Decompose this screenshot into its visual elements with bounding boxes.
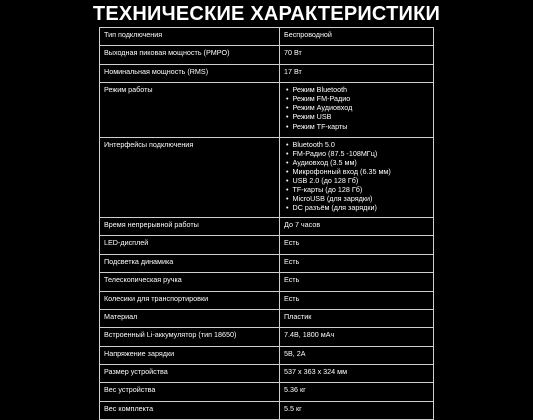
spec-value: До 7 часов [280, 217, 434, 235]
spec-value [280, 83, 434, 137]
mode-item: • Режим USB [286, 112, 429, 121]
spec-label: Вес устройства [100, 383, 280, 401]
mode-item: • Режим Bluetooth [286, 85, 429, 94]
spec-value: Беспроводной [280, 28, 434, 46]
spec-label: Вес комплекта [100, 401, 280, 419]
spec-label: Телескопическая ручка [100, 273, 280, 291]
spec-value: 70 Вт [280, 46, 434, 64]
spec-row-weight [100, 383, 434, 401]
spec-value [280, 137, 434, 217]
spec-row-interfaces [100, 137, 434, 217]
spec-row-handle [100, 273, 434, 291]
spec-label: Тип подключения [100, 28, 280, 46]
spec-label: Время непрерывной работы [100, 217, 280, 235]
spec-value: 17 Вт [280, 64, 434, 82]
spec-value: Есть [280, 254, 434, 272]
spec-label: Интерфейсы подключения [100, 137, 280, 217]
spec-value: Пластик [280, 309, 434, 327]
mode-item: • Режим FM-Радио [286, 94, 429, 103]
spec-value: 5В, 2А [280, 346, 434, 364]
spec-row-package-weight [100, 401, 434, 419]
spec-row-connection-type [100, 28, 434, 46]
spec-row-backlight [100, 254, 434, 272]
spec-row-pmpo [100, 46, 434, 64]
interface-item: • Аудиовход (3.5 мм) [286, 158, 429, 167]
spec-label: Режим работы [100, 83, 280, 137]
spec-value: 5.5 кг [280, 401, 434, 419]
interface-item: • USB 2.0 (до 128 Гб) [286, 176, 429, 185]
spec-row-charge-voltage [100, 346, 434, 364]
spec-label: Колесики для транспортировки [100, 291, 280, 309]
interface-item: • TF-карты (до 128 Гб) [286, 185, 429, 194]
spec-label: Размер устройства [100, 365, 280, 383]
spec-row-modes [100, 83, 434, 137]
spec-label: Выходная пиковая мощность (PMPO) [100, 46, 280, 64]
interface-item: • FM-Радио (87.5 -108МГц) [286, 149, 429, 158]
interface-item: • DC разъём (для зарядки) [286, 203, 429, 212]
spec-label: Напряжение зарядки [100, 346, 280, 364]
mode-item: • Режим Аудиовход [286, 103, 429, 112]
spec-label: Встроенный Li-аккумулятор (тип 18650) [100, 328, 280, 346]
spec-row-wheels [100, 291, 434, 309]
spec-label: Материал [100, 309, 280, 327]
spec-value: Есть [280, 291, 434, 309]
spec-row-rms [100, 64, 434, 82]
spec-row-play-time [100, 217, 434, 235]
spec-label: Номинальная мощность (RMS) [100, 64, 280, 82]
spec-row-material [100, 309, 434, 327]
spec-value: Есть [280, 273, 434, 291]
spec-value: 7.4В, 1800 мАч [280, 328, 434, 346]
page-title: ТЕХНИЧЕСКИЕ ХАРАКТЕРИСТИКИ [92, 3, 441, 25]
interface-item: • Микрофонный вход (6.35 мм) [286, 167, 429, 176]
spec-label: LED-дисплей [100, 236, 280, 254]
spec-label: Подсветка динамика [100, 254, 280, 272]
spec-row-battery [100, 328, 434, 346]
mode-item: • Режим TF-карты [286, 122, 429, 131]
spec-row-led [100, 236, 434, 254]
interface-item: • Bluetooth 5.0 [286, 140, 429, 149]
spec-row-size [100, 365, 434, 383]
specs-table [99, 27, 434, 420]
interface-item: • MicroUSB (для зарядки) [286, 194, 429, 203]
spec-value: 5.36 кг [280, 383, 434, 401]
spec-value: 537 х 363 х 324 мм [280, 365, 434, 383]
spec-value: Есть [280, 236, 434, 254]
